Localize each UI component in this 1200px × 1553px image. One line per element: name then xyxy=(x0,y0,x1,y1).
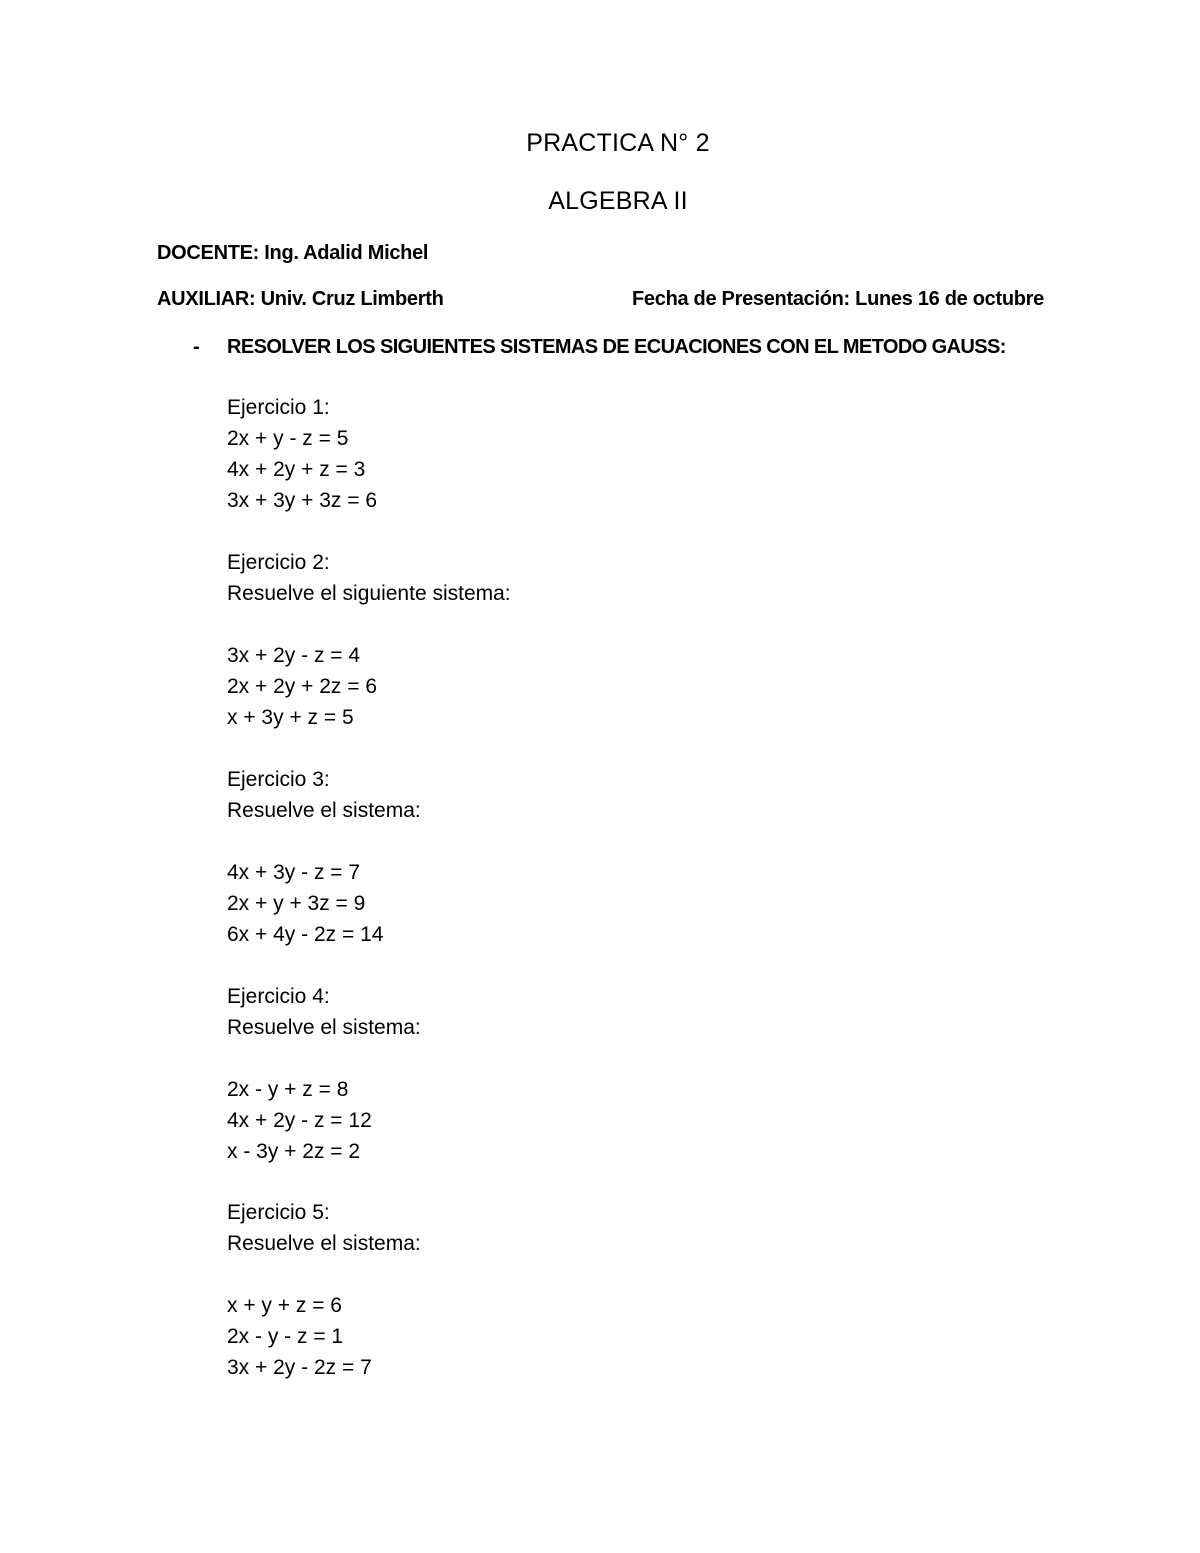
exercise-1-equation-2: 4x + 2y + z = 3 xyxy=(227,458,366,481)
exercise-2-equation-1: 3x + 2y - z = 4 xyxy=(227,644,361,667)
exercise-2-heading: Ejercicio 2: xyxy=(227,551,330,574)
instruction-text: RESOLVER LOS SIGUIENTES SISTEMAS DE ECUACIONES CON EL METODO GAUSS: xyxy=(227,336,1006,358)
exercise-4-prompt: Resuelve el sistema: xyxy=(227,1016,421,1039)
page-title: PRACTICA N° 2 xyxy=(526,129,710,157)
exercise-1-equation-3: 3x + 3y + 3z = 6 xyxy=(227,489,378,512)
exercise-2-equation-2: 2x + 2y + 2z = 6 xyxy=(227,675,378,698)
presentation-date: Fecha de Presentación: Lunes 16 de octubre xyxy=(632,288,1044,310)
exercise-5-equation-1: x + y + z = 6 xyxy=(227,1294,342,1317)
exercise-3-equation-1: 4x + 3y - z = 7 xyxy=(227,861,361,884)
exercise-4-equation-1: 2x - y + z = 8 xyxy=(227,1078,349,1101)
exercise-3-equation-3: 6x + 4y - 2z = 14 xyxy=(227,923,384,946)
exercise-3-prompt: Resuelve el sistema: xyxy=(227,799,421,822)
exercise-4-heading: Ejercicio 4: xyxy=(227,985,330,1008)
exercise-1-heading: Ejercicio 1: xyxy=(227,396,330,419)
exercise-4-equation-2: 4x + 2y - z = 12 xyxy=(227,1109,372,1132)
subject-title: ALGEBRA II xyxy=(548,187,688,215)
exercise-2-prompt: Resuelve el siguiente sistema: xyxy=(227,582,511,605)
auxiliar-label: AUXILIAR: Univ. Cruz Limberth xyxy=(157,288,444,310)
exercise-5-equation-2: 2x - y - z = 1 xyxy=(227,1325,344,1348)
exercise-5-heading: Ejercicio 5: xyxy=(227,1201,330,1224)
exercise-3-equation-2: 2x + y + 3z = 9 xyxy=(227,892,366,915)
exercise-1-equation-1: 2x + y - z = 5 xyxy=(227,427,349,450)
docente-label: DOCENTE: Ing. Adalid Michel xyxy=(157,242,429,264)
instruction-bullet: - xyxy=(193,336,200,358)
exercise-5-prompt: Resuelve el sistema: xyxy=(227,1232,421,1255)
exercise-2-equation-3: x + 3y + z = 5 xyxy=(227,706,354,729)
exercise-4-equation-3: x - 3y + 2z = 2 xyxy=(227,1140,361,1163)
exercise-5-equation-3: 3x + 2y - 2z = 7 xyxy=(227,1356,372,1379)
exercise-3-heading: Ejercicio 3: xyxy=(227,768,330,791)
